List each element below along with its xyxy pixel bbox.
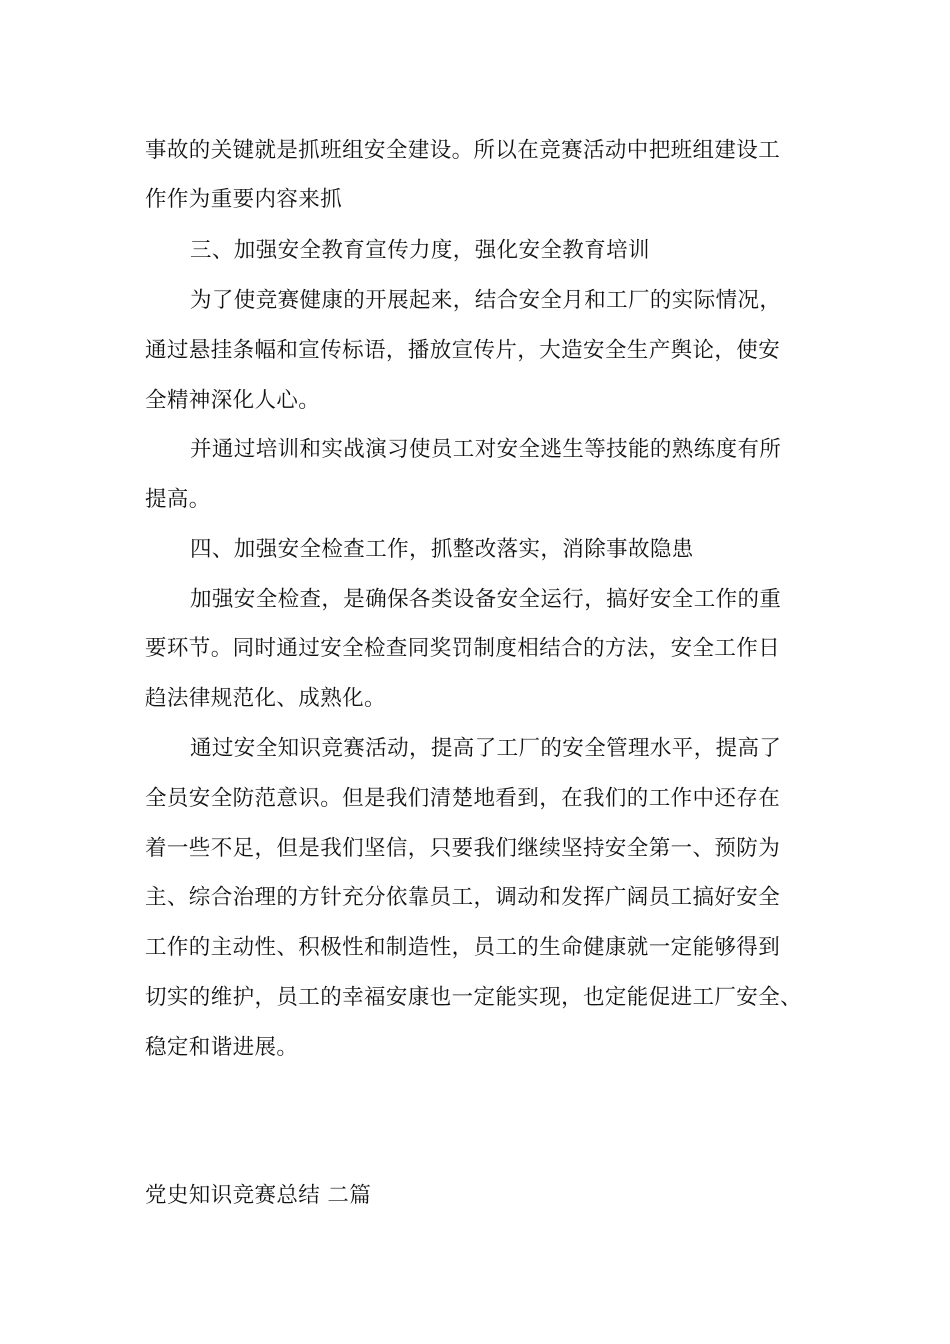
paragraph-line: 为了使竞赛健康的开展起来，结合安全月和工厂的实际情况， xyxy=(190,288,782,313)
paragraph-line: 提高。 xyxy=(145,487,211,512)
paragraph-line: 主、综合治理的方针充分依靠员工，调动和发挥广阔员工搞好安全 xyxy=(145,885,781,910)
paragraph-line: 稳定和谐进展。 xyxy=(145,1035,299,1060)
section-heading: 四、加强安全检查工作，抓整改落实，消除事故隐患 xyxy=(190,537,694,562)
document-title: 党史知识竞赛总结 二篇 xyxy=(145,1183,372,1208)
paragraph-line: 通过安全知识竞赛活动，提高了工厂的安全管理水平，提高了 xyxy=(190,736,782,761)
paragraph-line: 事故的关键就是抓班组安全建设。所以在竞赛活动中把班组建设工 xyxy=(145,138,781,163)
paragraph-line: 加强安全检查，是确保各类设备安全运行，搞好安全工作的重 xyxy=(190,587,782,612)
paragraph-line: 着一些不足，但是我们坚信，只要我们继续坚持安全第一、预防为 xyxy=(145,836,781,861)
paragraph-line: 并通过培训和实战演习使员工对安全逃生等技能的熟练度有所 xyxy=(190,437,782,462)
paragraph-line: 趋法律规范化、成熟化。 xyxy=(145,686,386,711)
paragraph-line: 通过悬挂条幅和宣传标语，播放宣传片，大造安全生产舆论，使安 xyxy=(145,338,781,363)
section-heading: 三、加强安全教育宣传力度，强化安全教育培训 xyxy=(190,238,650,263)
paragraph-line: 工作的主动性、积极性和制造性，员工的生命健康就一定能够得到 xyxy=(145,935,781,960)
paragraph-line: 全精神深化人心。 xyxy=(145,388,321,413)
paragraph-line: 要环节。同时通过安全检查同奖罚制度相结合的方法，安全工作日 xyxy=(145,636,781,661)
paragraph-line: 切实的维护，员工的幸福安康也一定能实现，也定能促进工厂安全、 xyxy=(145,985,803,1010)
paragraph-line: 作作为重要内容来抓 xyxy=(145,187,343,212)
paragraph-line: 全员安全防范意识。但是我们清楚地看到，在我们的工作中还存在 xyxy=(145,786,781,811)
